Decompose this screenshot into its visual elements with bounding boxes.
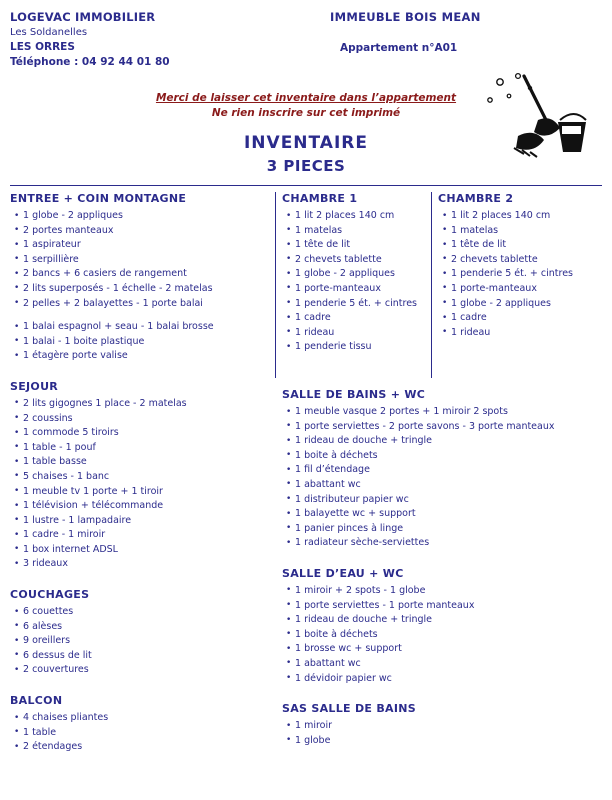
- document-subtitle: 3 PIECES: [266, 157, 346, 175]
- list-item: • 1 serpillière: [14, 253, 272, 268]
- list-item: • 1 boite à déchets: [286, 628, 612, 643]
- list-item: • 1 cadre - 1 miroir: [14, 528, 272, 543]
- section-title-sejour: SEJOUR: [10, 379, 59, 393]
- list-item: • 1 lit 2 places 140 cm: [442, 209, 606, 224]
- list-item: • 2 pelles + 2 balayettes - 1 porte balai: [14, 297, 272, 312]
- list-item: • 6 couettes: [14, 605, 272, 620]
- company-phone: Téléphone : 04 92 44 01 80: [10, 56, 170, 68]
- section-items-couchages: [14, 605, 272, 678]
- column-divider-2: [431, 192, 432, 378]
- building-name: IMMEUBLE BOIS MEAN: [330, 10, 481, 24]
- company-city: LES ORRES: [10, 41, 75, 53]
- list-item: • 1 porte-manteaux: [442, 282, 606, 297]
- list-item: • 1 meuble vasque 2 portes + 1 miroir 2 spots: [286, 405, 612, 420]
- section-title-salle-deau-wc: SALLE D’EAU + WC: [282, 566, 404, 580]
- list-item: • 1 fil d’étendage: [286, 463, 612, 478]
- document-header: [10, 8, 602, 84]
- section-items-chambre2: [442, 209, 606, 340]
- inventory-columns: [10, 192, 602, 788]
- list-item: • 1 porte serviettes - 1 porte manteaux: [286, 599, 612, 614]
- list-item: • 1 globe - 2 appliques: [286, 267, 430, 282]
- list-item: • 4 chaises pliantes: [14, 711, 272, 726]
- list-item: • 1 porte-manteaux: [286, 282, 430, 297]
- list-item: • 1 table - 1 pouf: [14, 441, 272, 456]
- list-item: • 1 étagère porte valise: [14, 349, 272, 364]
- list-item: • 1 rideau de douche + tringle: [286, 434, 612, 449]
- apartment-number: Appartement n°A01: [340, 42, 458, 54]
- list-item: • 1 cadre: [286, 311, 430, 326]
- section-items-entree-group2: [14, 320, 272, 364]
- company-block: [10, 10, 310, 68]
- list-item: • 1 lit 2 places 140 cm: [286, 209, 430, 224]
- list-item: • 1 télévision + télécommande: [14, 499, 272, 514]
- list-item: • 1 tête de lit: [286, 238, 430, 253]
- list-item: • 1 abattant wc: [286, 478, 612, 493]
- spacer: [10, 311, 272, 320]
- list-item: • 2 bancs + 6 casiers de rangement: [14, 267, 272, 282]
- list-item: • 6 dessus de lit: [14, 649, 272, 664]
- list-item: • 1 table basse: [14, 455, 272, 470]
- list-item: • 2 portes manteaux: [14, 224, 272, 239]
- list-item: • 1 rideau: [286, 326, 430, 341]
- list-item: • 1 lustre - 1 lampadaire: [14, 514, 272, 529]
- list-item: • 2 chevets tablette: [442, 253, 606, 268]
- section-items-salle-de-bains-wc: [286, 405, 612, 551]
- company-address: Les Soldanelles: [10, 27, 88, 38]
- list-item: • 2 chevets tablette: [286, 253, 430, 268]
- section-title-salle-de-bains-wc: SALLE DE BAINS + WC: [282, 388, 426, 401]
- company-name: LOGEVAC IMMOBILIER: [10, 10, 156, 24]
- list-item: • 1 tête de lit: [442, 238, 606, 253]
- header-divider: [10, 185, 602, 186]
- list-item: • 1 globe: [286, 734, 612, 749]
- list-item: • 1 panier pinces à linge: [286, 522, 612, 537]
- cleaning-illustration-icon: [478, 70, 594, 162]
- list-item: • 1 radiateur sèche-serviettes: [286, 536, 612, 551]
- list-item: • 2 étendages: [14, 740, 272, 755]
- list-item: • 1 dévidoir papier wc: [286, 672, 612, 687]
- list-item: • 1 commode 5 tiroirs: [14, 426, 272, 441]
- list-item: • 2 couvertures: [14, 663, 272, 678]
- column-left: [10, 192, 272, 755]
- list-item: • 1 distributeur papier wc: [286, 493, 612, 508]
- list-item: • 1 globe - 2 appliques: [442, 297, 606, 312]
- list-item: • 1 balai espagnol + seau - 1 balai brosse: [14, 320, 272, 335]
- column-right: [438, 192, 606, 340]
- list-item: • 1 penderie 5 ét. + cintres: [442, 267, 606, 282]
- list-item: • 9 oreillers: [14, 634, 272, 649]
- list-item: • 1 globe - 2 appliques: [14, 209, 272, 224]
- list-item: • 2 lits gigognes 1 place - 2 matelas: [14, 397, 272, 412]
- notice-line-2: Ne rien inscrire sur cet imprimé: [211, 107, 401, 119]
- list-item: • 1 miroir: [286, 719, 612, 734]
- document-title: INVENTAIRE: [243, 133, 368, 153]
- section-items-chambre1: [286, 209, 430, 355]
- list-item: • 1 table: [14, 726, 272, 741]
- list-item: • 1 porte serviettes - 2 porte savons - 3 porte manteaux: [286, 420, 612, 435]
- list-item: • 1 matelas: [286, 224, 430, 239]
- section-items-sas-salle-de-bains: [286, 719, 612, 748]
- list-item: • 1 meuble tv 1 porte + 1 tiroir: [14, 485, 272, 500]
- section-title-couchages: COUCHAGES: [10, 588, 90, 602]
- list-item: • 1 rideau: [442, 326, 606, 341]
- section-title-chambre2: CHAMBRE 2: [438, 192, 514, 205]
- list-item: • 1 aspirateur: [14, 238, 272, 253]
- list-item: • 1 cadre: [442, 311, 606, 326]
- list-item: • 5 chaises - 1 banc: [14, 470, 272, 485]
- section-items-entree-group1: [14, 209, 272, 311]
- list-item: • 1 abattant wc: [286, 657, 612, 672]
- list-item: • 1 matelas: [442, 224, 606, 239]
- list-item: • 1 balayette wc + support: [286, 507, 612, 522]
- list-item: • 1 rideau de douche + tringle: [286, 613, 612, 628]
- section-title-chambre1: CHAMBRE 1: [282, 192, 358, 205]
- list-item: • 1 boite à déchets: [286, 449, 612, 464]
- column-middle: [282, 192, 430, 355]
- list-item: • 1 balai - 1 boite plastique: [14, 335, 272, 350]
- section-title-sas-salle-de-bains: SAS SALLE DE BAINS: [282, 702, 416, 716]
- notice-line-1: Merci de laisser cet inventaire dans l’appartement: [155, 92, 457, 104]
- list-item: • 1 brosse wc + support: [286, 642, 612, 657]
- section-title-entree: ENTREE + COIN MONTAGNE: [10, 192, 187, 205]
- list-item: • 6 alèses: [14, 620, 272, 635]
- section-items-balcon: [14, 711, 272, 755]
- list-item: • 3 rideaux: [14, 557, 272, 572]
- column-divider-1: [275, 192, 276, 378]
- building-block: [330, 10, 540, 54]
- list-item: • 2 coussins: [14, 412, 272, 427]
- list-item: • 1 penderie 5 ét. + cintres: [286, 297, 430, 312]
- column-right-lower: [282, 388, 612, 748]
- list-item: • 1 miroir + 2 spots - 1 globe: [286, 584, 612, 599]
- section-items-sejour: [14, 397, 272, 572]
- list-item: • 1 penderie tissu: [286, 340, 430, 355]
- list-item: • 2 lits superposés - 1 échelle - 2 matelas: [14, 282, 272, 297]
- section-items-salle-deau-wc: [286, 584, 612, 686]
- list-item: • 1 box internet ADSL: [14, 543, 272, 558]
- section-title-balcon: BALCON: [10, 694, 63, 708]
